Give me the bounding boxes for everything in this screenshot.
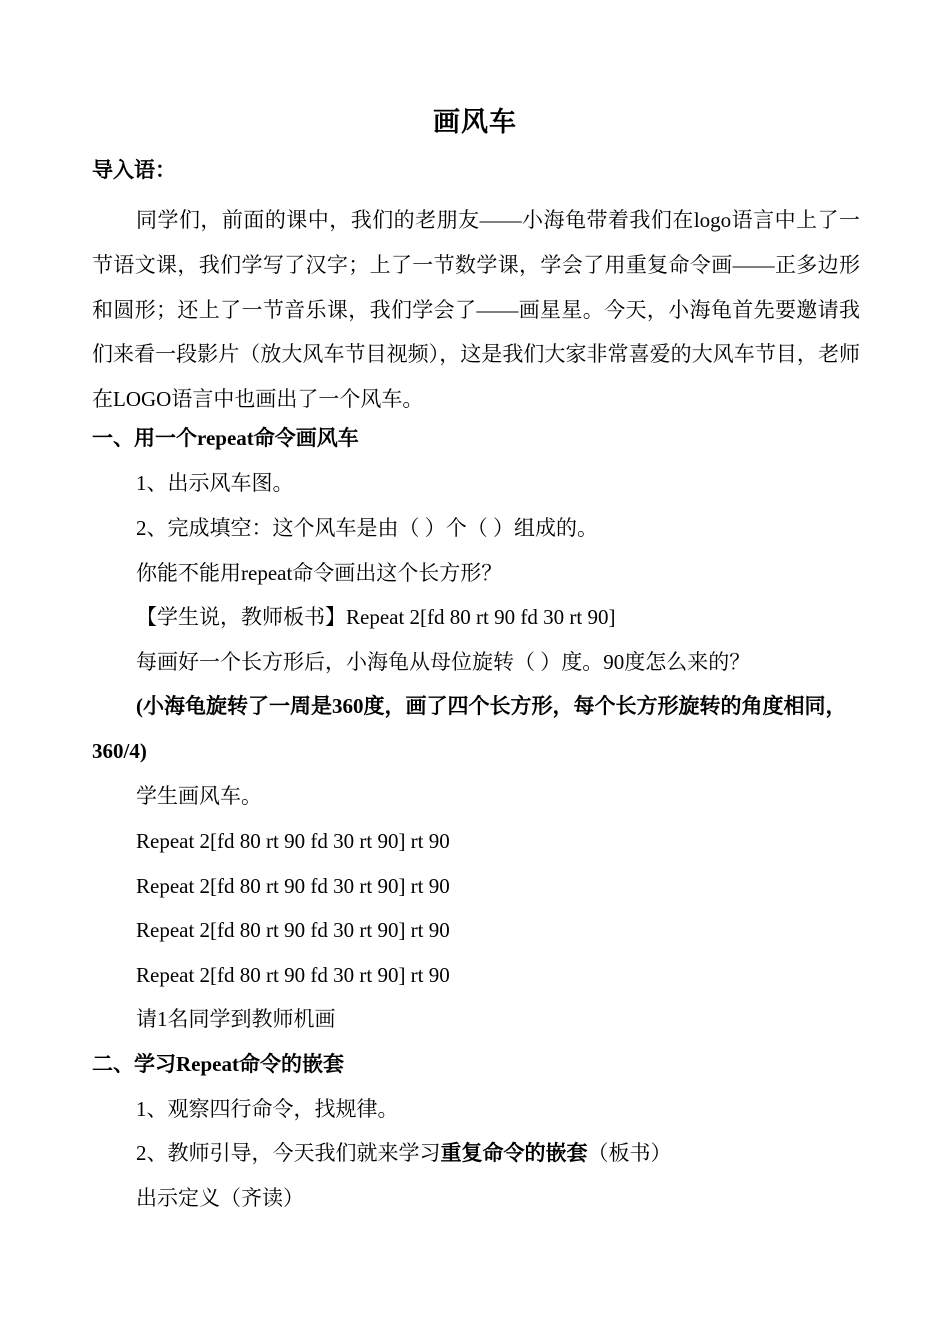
section2-definition: 出示定义（齐读） [136, 1186, 304, 1210]
intro-heading: 导入语： [92, 158, 176, 182]
section2-item2-prefix: 2、教师引导，今天我们就来学习 [136, 1141, 441, 1165]
command-line-3: Repeat 2[fd 80 rt 90 fd 30 rt 90] rt 90 [136, 918, 450, 942]
section1-draw: 学生画风车。 [136, 784, 262, 808]
command-line-4: Repeat 2[fd 80 rt 90 fd 30 rt 90] rt 90 [136, 963, 450, 987]
section1-board: 【学生说，教师板书】Repeat 2[fd 80 rt 90 fd 30 rt 90] [136, 605, 616, 629]
section1-item2: 2、完成填空：这个风车是由（ ）个（ ）组成的。 [136, 516, 598, 540]
section1-invite: 请1名同学到教师机画 [136, 1007, 336, 1031]
section2-item1: 1、观察四行命令，找规律。 [136, 1097, 399, 1121]
section1-item1: 1、出示风车图。 [136, 471, 294, 495]
section2-heading: 二、学习Repeat命令的嵌套 [92, 1052, 344, 1076]
section1-question: 你能不能用repeat命令画出这个长方形？ [136, 561, 503, 585]
command-line-1: Repeat 2[fd 80 rt 90 fd 30 rt 90] rt 90 [136, 829, 450, 853]
section1-heading: 一、用一个repeat命令画风车 [92, 426, 359, 450]
section2-item2 [136, 1138, 672, 1168]
command-line-2: Repeat 2[fd 80 rt 90 fd 30 rt 90] rt 90 [136, 874, 450, 898]
section1-rotate-question: 每画好一个长方形后，小海龟从母位旋转（ ）度。90度怎么来的？ [136, 650, 751, 674]
section1-answer: (小海龟旋转了一周是360度，画了四个长方形，每个长方形旋转的角度相同，360/4) [92, 694, 847, 763]
section2-item2-bold: 重复命令的嵌套 [440, 1141, 588, 1165]
document-title: 画风车 [433, 107, 517, 137]
section2-item2-suffix: （板书） [587, 1141, 672, 1165]
intro-paragraph: 同学们，前面的课中，我们的老朋友——小海龟带着我们在logo语言中上了一节语文课，我们学写了汉字；上了一节数学课，学会了用重复命令画——正多边形和圆形；还上了一节音乐课，我们学会了——画星星。今天，小海龟首先要邀请我们来看一段影片（放大风车节目视频），这是我们大家非常喜爱的大风车节目，老师在LOGO语言中也画出了一个风车。 [92, 208, 860, 412]
